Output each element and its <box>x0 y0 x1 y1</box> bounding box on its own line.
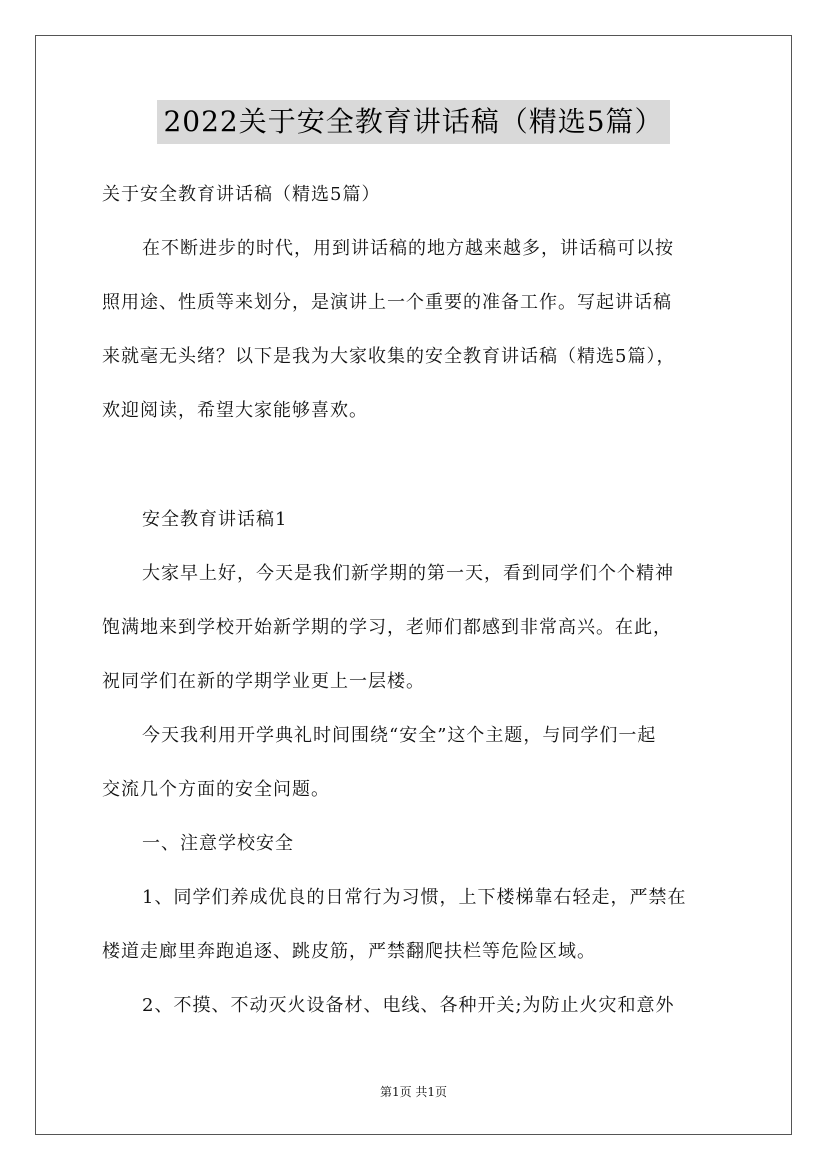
paragraph-line: 在不断进步的时代，用到讲话稿的地方越来越多，讲话稿可以按 <box>142 238 674 259</box>
paragraph-line: 饱满地来到学校开始新学期的学习，老师们都感到非常高兴。在此， <box>102 617 672 638</box>
paragraph-line: 交流几个方面的安全问题。 <box>102 779 330 800</box>
document-title: 2022关于安全教育讲话稿（精选5篇） <box>157 100 669 144</box>
paragraph-line: 2、不摸、不动灭火设备材、电线、各种开关;为防止火灾和意外 <box>142 995 675 1016</box>
title-container <box>0 100 827 144</box>
document-subtitle: 关于安全教育讲话稿（精选5篇） <box>102 184 381 205</box>
paragraph-line: 今天我利用开学典礼时间围绕“安全”这个主题，与同学们一起 <box>142 725 657 746</box>
paragraph-line: 楼道走廊里奔跑追逐、跳皮筋，严禁翻爬扶栏等危险区域。 <box>102 941 596 962</box>
paragraph-line: 照用途、性质等来划分，是演讲上一个重要的准备工作。写起讲话稿 <box>102 292 672 313</box>
paragraph-line: 祝同学们在新的学期学业更上一层楼。 <box>102 671 425 692</box>
paragraph-line: 来就毫无头绪？以下是我为大家收集的安全教育讲话稿（精选5篇）， <box>102 346 676 367</box>
page-footer: 第1页 共1页 <box>379 1085 448 1099</box>
paragraph-line: 大家早上好，今天是我们新学期的第一天，看到同学们个个精神 <box>142 563 674 584</box>
paragraph-line: 1、同学们养成优良的日常行为习惯，上下楼梯靠右轻走，严禁在 <box>142 887 687 908</box>
paragraph-line: 欢迎阅读，希望大家能够喜欢。 <box>102 400 368 421</box>
section-heading: 一、注意学校安全 <box>142 833 294 854</box>
section-heading: 安全教育讲话稿1 <box>142 509 288 530</box>
